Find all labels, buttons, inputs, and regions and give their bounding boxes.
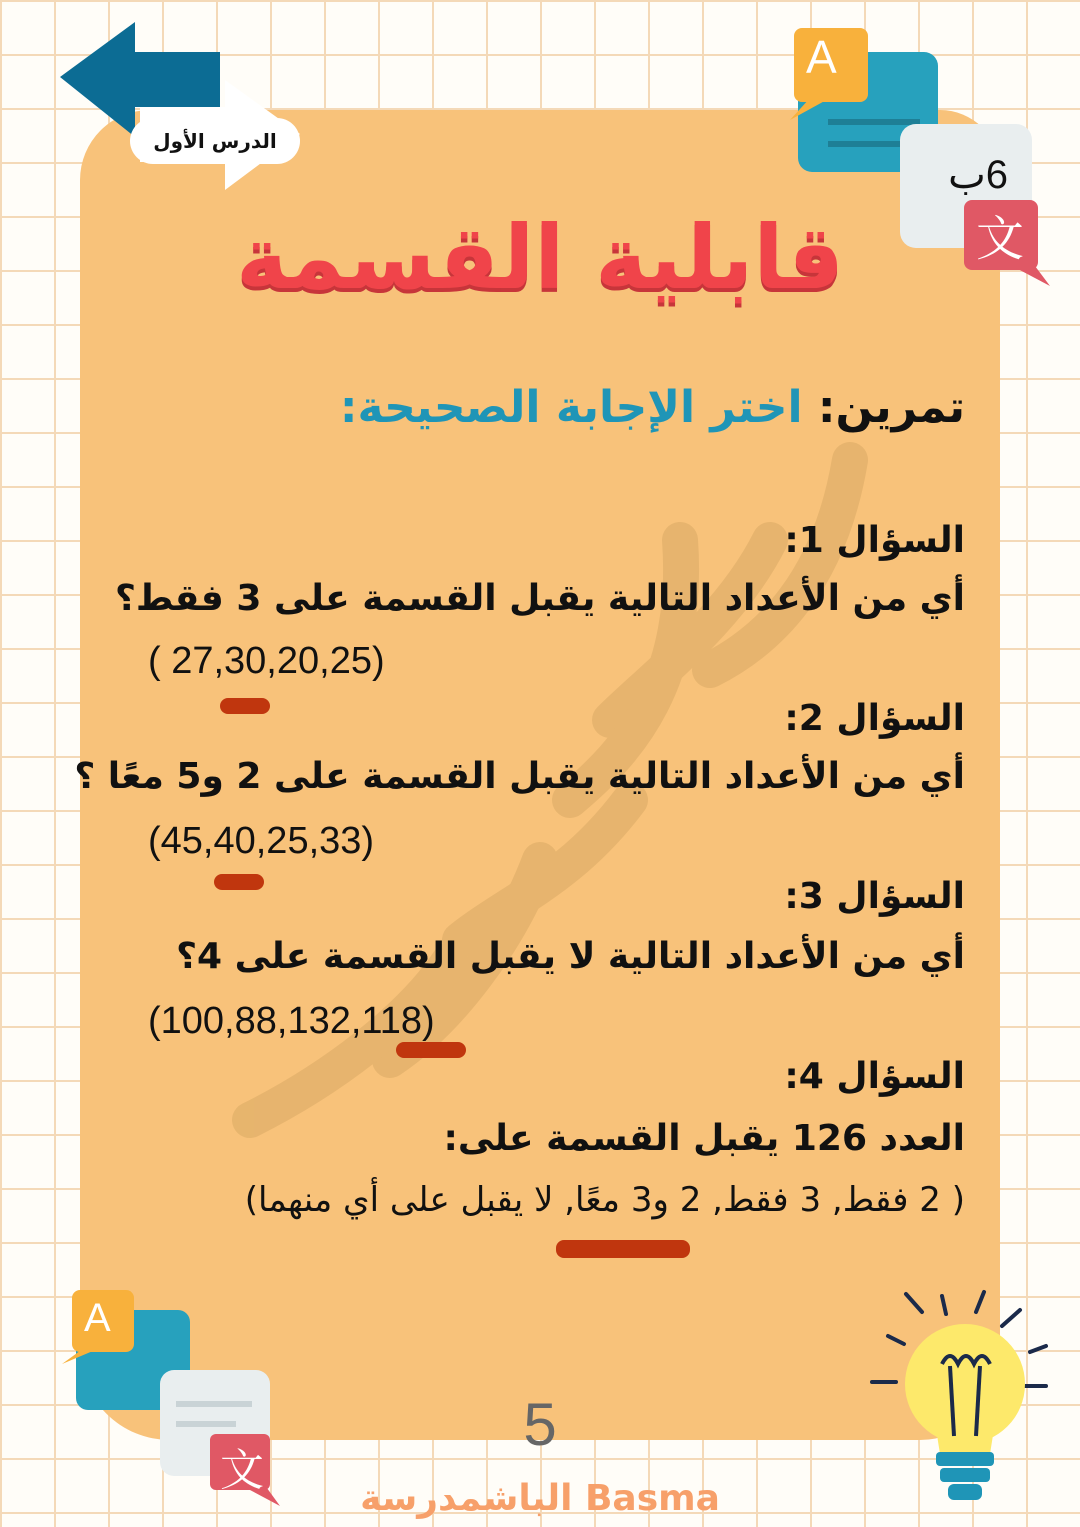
question-1-text: أي من الأعداد التالية يقبل القسمة على 3 فقط؟	[114, 578, 965, 619]
arrow-left-icon[interactable]	[50, 22, 310, 202]
question-4-options: ( 2 فقط, 3 فقط, 2 و3 معًا, لا يقبل على أي منهما)	[244, 1180, 965, 1220]
question-3-options: (100,88,132,118)	[148, 1000, 435, 1042]
translate-letter-cjk-bottom: 文	[220, 1445, 264, 1496]
question-1-label: السؤال 1:	[784, 520, 965, 561]
answer-mark-3	[396, 1042, 466, 1058]
exercise-instruction: اختر الإجابة الصحيحة:	[339, 382, 803, 433]
answer-mark-4	[556, 1240, 690, 1258]
question-3-label: السؤال 3:	[784, 876, 965, 917]
question-3-text: أي من الأعداد التالية لا يقبل القسمة على 4؟	[176, 936, 965, 977]
translate-letter-cjk: 文	[976, 211, 1025, 267]
question-2-label: السؤال 2:	[784, 698, 965, 739]
page-number: 5	[523, 1391, 557, 1458]
question-1-options: ( 27,30,20,25)	[148, 640, 385, 682]
question-2-options: (45,40,25,33)	[148, 820, 375, 862]
grade-label: 6ب	[948, 153, 1008, 197]
translate-letter-a: A	[806, 31, 837, 83]
question-2-text: أي من الأعداد التالية يقبل القسمة على 2 و5 معًا ؟	[74, 756, 965, 797]
brand-footer: الباشمدرسة Basma	[360, 1478, 720, 1519]
question-4-label: السؤال 4:	[784, 1056, 965, 1097]
exercise-label: تمرين:	[817, 382, 965, 433]
exercise-header	[340, 382, 965, 433]
answer-mark-1	[220, 698, 270, 714]
question-4-text: العدد 126 يقبل القسمة على:	[443, 1118, 965, 1159]
page-title: قابلية القسمة	[235, 206, 844, 309]
translate-letter-a-bottom: A	[84, 1296, 111, 1340]
lesson-badge: الدرس الأول	[130, 118, 300, 164]
answer-mark-2	[214, 874, 264, 890]
